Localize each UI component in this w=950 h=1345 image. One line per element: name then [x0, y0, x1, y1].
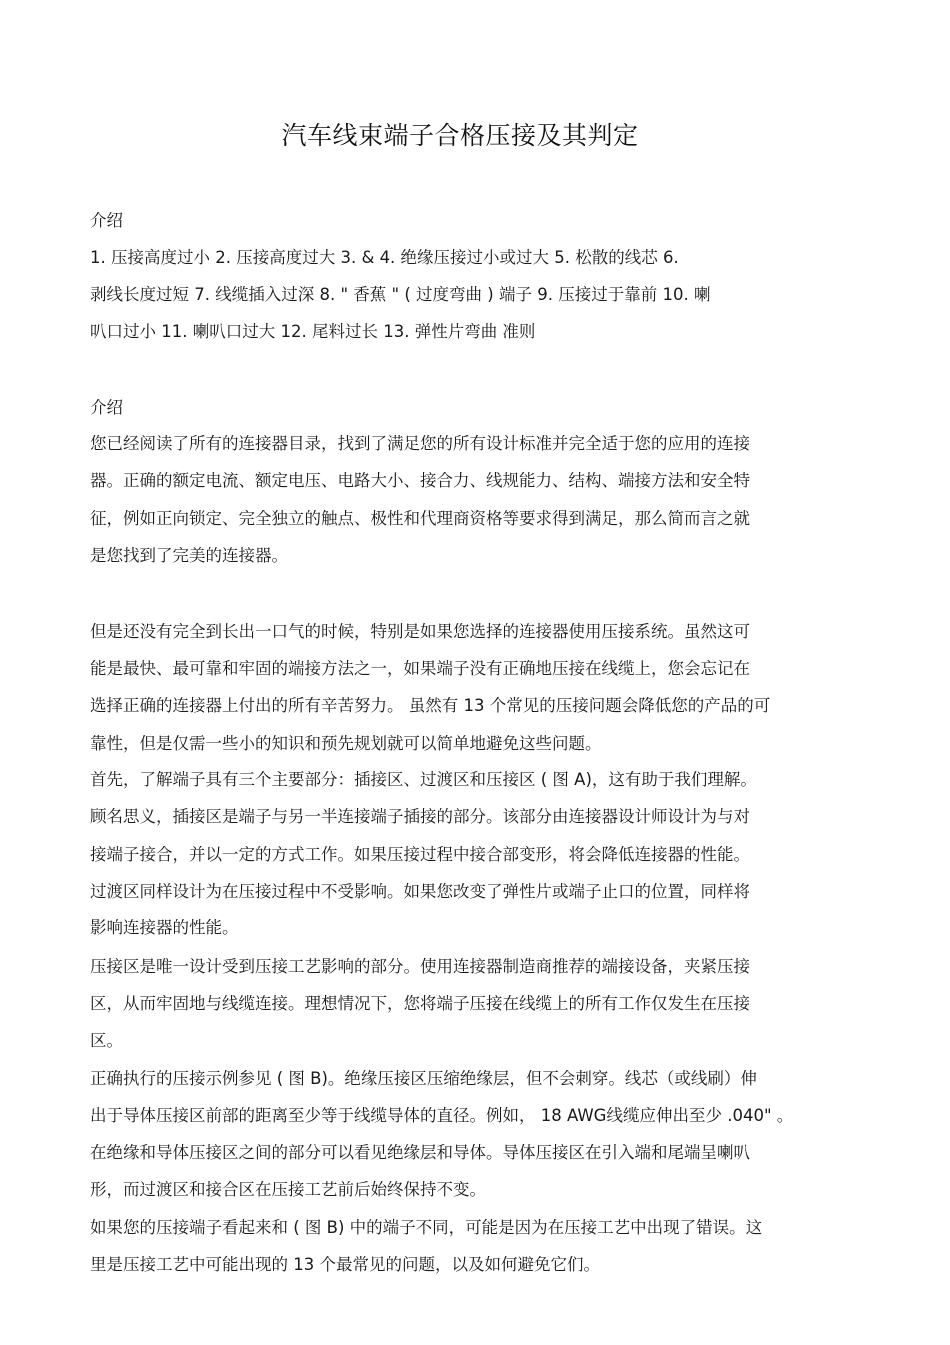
- paragraph-line: 靠性，但是仅需一些小的知识和预先规划就可以简单地避免这些问题。: [90, 734, 602, 753]
- paragraph-line: 如果您的压接端子看起来和 ( 图 B) 中的端子不同，可能是因为在压接工艺中出现了错误。这: [90, 1218, 763, 1237]
- paragraph-line: 器。正确的额定电流、额定电压、电路大小、接合力、线规能力、结构、端接方法和安全特: [90, 471, 750, 490]
- paragraph-line: 形，而过渡区和接合区在压接工艺前后始终保持不变。: [90, 1180, 486, 1199]
- section-heading-intro: 介绍: [90, 398, 123, 417]
- paragraph-line: 在绝缘和导体压接区之间的部分可以看见绝缘层和导体。导体压接区在引入端和尾端呈喇叭: [90, 1143, 750, 1162]
- paragraph-line: 压接区是唯一设计受到压接工艺影响的部分。使用连接器制造商推荐的端接设备，夹紧压接: [90, 957, 750, 976]
- paragraph-line: 正确执行的压接示例参见 ( 图 B)。绝缘压接区压缩绝缘层，但不会刺穿。线芯（或线刷）伸: [90, 1069, 757, 1088]
- paragraph-line: 您已经阅读了所有的连接器目录，找到了满足您的所有设计标准并完全适于您的应用的连接: [90, 434, 750, 453]
- paragraph-line: 过渡区同样设计为在压接过程中不受影响。如果您改变了弹性片或端子止口的位置，同样将: [90, 882, 750, 901]
- paragraph-line: 出于导体压接区前部的距离至少等于线缆导体的直径。例如， 18 AWG线缆应伸出至少 .040" 。: [90, 1106, 794, 1125]
- paragraph-line: 能是最快、最可靠和牢固的端接方法之一，如果端子没有正确地压接在线缆上，您会忘记在: [90, 659, 750, 678]
- paragraph-line: 但是还没有完全到长出一口气的时候，特别是如果您选择的连接器使用压接系统。虽然这可: [90, 622, 750, 641]
- paragraph-line: 影响连接器的性能。: [90, 918, 239, 937]
- paragraph-line: 顾名思义，插接区是端子与另一半连接端子插接的部分。该部分由连接器设计师设计为与对: [90, 807, 750, 826]
- paragraph-line: 区，从而牢固地与线缆连接。理想情况下，您将端子压接在线缆上的所有工作仅发生在压接: [90, 994, 750, 1013]
- document-title: 汽车线束端子合格压接及其判定: [281, 121, 639, 150]
- toc-line: 1. 压接高度过小 2. 压接高度过大 3. & 4. 绝缘压接过小或过大 5. 松散的线芯 6.: [90, 248, 679, 267]
- paragraph-line: 选择正确的连接器上付出的所有辛苦努力。 虽然有 13 个常见的压接问题会降低您的产品的可: [90, 696, 771, 715]
- paragraph-line: 是您找到了完美的连接器。: [90, 546, 288, 565]
- toc-line: 叭口过小 11. 喇叭口过大 12. 尾料过长 13. 弹性片弯曲 准则: [90, 322, 536, 341]
- paragraph-line: 区。: [90, 1031, 123, 1050]
- toc-line: 剥线长度过短 7. 线缆插入过深 8. " 香蕉 " ( 过度弯曲 ) 端子 9. 压接过于靠前 10. 喇: [90, 285, 711, 304]
- paragraph-line: 接端子接合，并以一定的方式工作。如果压接过程中接合部变形，将会降低连接器的性能。: [90, 845, 750, 864]
- section-heading-intro: 介绍: [90, 211, 123, 230]
- paragraph-line: 里是压接工艺中可能出现的 13 个最常见的问题，以及如何避免它们。: [90, 1255, 600, 1274]
- paragraph-line: 征，例如正向锁定、完全独立的触点、极性和代理商资格等要求得到满足，那么简而言之就: [90, 509, 750, 528]
- paragraph-line: 首先，了解端子具有三个主要部分：插接区、过渡区和压接区 ( 图 A)，这有助于我们理解。: [90, 770, 757, 789]
